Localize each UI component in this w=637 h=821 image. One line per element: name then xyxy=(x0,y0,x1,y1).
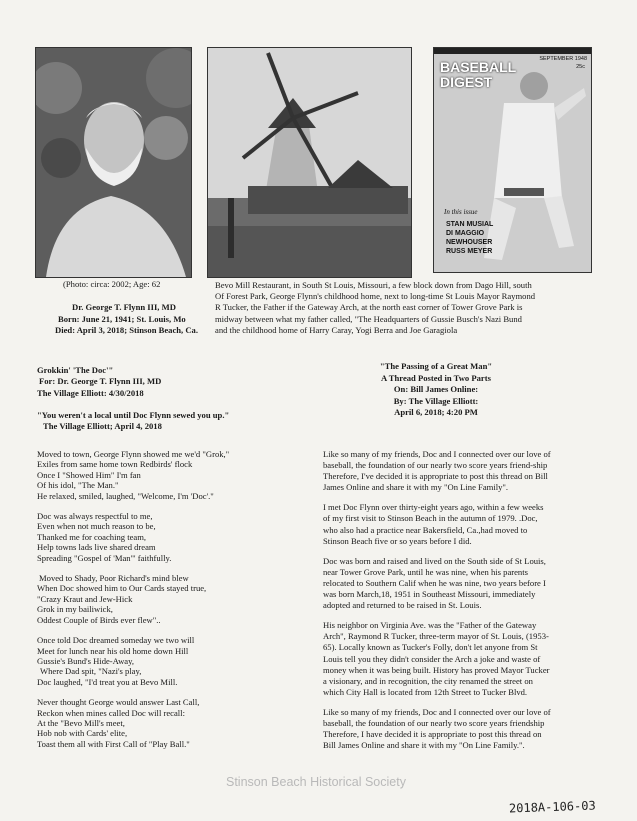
poem-line: Oddest Couple of Birds ever flew".. xyxy=(37,614,161,625)
poem-line: He relaxed, smiled, laughed, "Welcome, I'm 'Doc'." xyxy=(37,490,214,501)
portrait-caption: (Photo: circa: 2002; Age: 62 xyxy=(63,279,161,289)
thread-line: James Online and share it with my "On Line Family". xyxy=(323,482,509,493)
poem-line: Doc laughed, "I'd treat you at Bevo Mill. xyxy=(37,676,178,687)
poem-body xyxy=(37,449,229,759)
thread-paragraph xyxy=(323,707,551,751)
poem-stanza xyxy=(37,449,229,501)
thread-paragraph xyxy=(323,620,551,698)
magazine-price: 25c xyxy=(576,64,585,70)
thread-line: Like so many of my friends, Doc and I connected over our love of xyxy=(323,449,551,459)
mill-caption-line: R Tucker, the Father if the Gateway Arch, at the north east corner of Tower Grove Park is xyxy=(215,302,523,313)
poem-quote xyxy=(37,410,229,433)
poem-line: Grok in my bailiwick, xyxy=(37,604,113,615)
poem-line: Meet for lunch near his old home down Hill xyxy=(37,645,189,656)
thread-line: baseball, the foundation of our nearly two score years friendship xyxy=(323,717,545,728)
poem-line: Reckon when mines called Doc will recall: xyxy=(37,707,185,718)
bio-died: Died: April 3, 2018; Stinson Beach, Ca. xyxy=(55,325,199,335)
mill-caption-line: Bevo Mill Restaurant, in South St Louis, Missouri, a few block down from Dago Hill, south xyxy=(215,280,532,290)
thread-line: who also had a practice near Bakersfield, Ca.,had moved to xyxy=(323,524,528,535)
baseball-digest-cover xyxy=(433,47,592,273)
mill-caption xyxy=(215,280,535,336)
thread-line: Doc was born and raised and lived on the South side of St Louis, xyxy=(323,555,546,566)
poem-line: Even when not much reason to be, xyxy=(37,521,156,532)
poem-line: Moved to Shady, Poor Richard's mind blew xyxy=(39,573,189,584)
mill-caption-line: Of Forest Park, George Flynn's childhood home, next to long-time St Louis Mayor Raymond xyxy=(215,291,536,302)
thread-line: a visionary, and in recognition, the city renamed the street on xyxy=(323,675,533,686)
magazine-name: RUSS MEYER xyxy=(446,248,493,255)
thread-line: Therefore, I've decided it is appropriate to post this thread on Bill xyxy=(323,471,548,482)
poem-line: Exiles from same home town Redbirds' flock xyxy=(37,459,193,470)
thread-line: which City Hall is located from 12th Street to Tucker Blvd. xyxy=(323,686,528,697)
poem-title: Grokkin' 'The Doc'" xyxy=(37,365,114,375)
poem-line: Spreading "Gospel of 'Man'" faithfully. xyxy=(37,552,172,563)
thread-line: relocated to Southern Calif when he was nine, two years before I xyxy=(323,577,546,588)
magazine-title: BASEBALL DIGEST xyxy=(440,59,516,90)
poem-stanza xyxy=(37,697,229,749)
watermark: Stinson Beach Historical Society xyxy=(226,775,406,789)
thread-date: April 6, 2018; 4:20 PM xyxy=(394,407,478,418)
poem-line: When Doc showed him to Our Cards stayed true, xyxy=(37,583,207,594)
poem-stanza xyxy=(37,573,229,625)
thread-line: 65). Locally known as Tucker's Folly, don't let anyone from St xyxy=(323,642,538,653)
poem-line: Help towns lads live shared dream xyxy=(37,542,156,553)
poem-line: Once told Doc dreamed someday we two will xyxy=(37,635,195,646)
thread-title: "The Passing of a Great Man" xyxy=(379,361,493,371)
poem-line: Gussie's Bund's Hide-Away, xyxy=(37,655,134,666)
thread-paragraph xyxy=(323,502,551,546)
thread-line: adopted and returned to be raised in St. Louis. xyxy=(323,600,482,611)
thread-body xyxy=(323,449,551,760)
magazine-in-this-issue: In this issue xyxy=(444,208,478,216)
poem-stanza xyxy=(37,511,229,563)
bio-name: Dr. George T. Flynn III, MD xyxy=(72,302,176,312)
poem-header xyxy=(37,365,161,399)
quote-text: "You weren't a local until Doc Flynn sewed you up." xyxy=(37,410,230,420)
thread-line: I met Doc Flynn over thirty-eight years ago, within a few weeks xyxy=(323,502,544,513)
poem-line: At the "Bevo Mill's meet, xyxy=(37,717,125,728)
magazine-name: NEWHOUSER xyxy=(446,239,493,246)
poem-stanza xyxy=(37,635,229,687)
poem-line: Once I "Showed Him" I'm fan xyxy=(37,469,141,480)
bevo-mill-photo xyxy=(207,47,412,278)
thread-paragraph xyxy=(323,556,551,611)
magazine-names xyxy=(446,220,493,256)
poem-line: Where Dad spit, "Nazi's play, xyxy=(40,666,142,677)
bio-block xyxy=(55,302,198,337)
catalog-number: 2018A-106-03 xyxy=(508,798,596,816)
poem-line: Never thought George would answer Last Call, xyxy=(37,697,200,708)
poem-line: Hob nob with Cards' elite, xyxy=(37,728,128,739)
thread-line: Bill James Online and share it with my "On Line Family.". xyxy=(323,740,525,751)
thread-line: Like so many of my friends, Doc and I connected over our love of xyxy=(323,706,551,717)
thread-line: Louis tell you they didn't consider the Arch a joke and waste of xyxy=(323,653,541,664)
thread-header xyxy=(354,361,518,419)
thread-line: of my first visit to Stinson Beach in the autumn of 1979. .Doc, xyxy=(323,513,538,524)
poem-line: Of his idol, "The Man." xyxy=(37,480,119,491)
thread-line: near Tower Grove Park, until he was nine, when his parents xyxy=(323,566,528,577)
thread-paragraph xyxy=(323,449,551,493)
poem-line: Toast them all with First Call of "Play Ball." xyxy=(37,738,190,749)
magazine-name: STAN MUSIAL xyxy=(446,221,494,228)
magazine-date: SEPTEMBER 1948 xyxy=(539,56,587,62)
portrait-photo xyxy=(35,47,192,278)
thread-line: money when it was being built. History has proved Mayor Tucker xyxy=(323,664,550,675)
thread-line: His neighbor on Virginia Ave. was the "Father of the Gateway xyxy=(323,620,537,631)
bio-born: Born: June 21, 1941; St. Louis, Mo xyxy=(58,313,186,324)
quote-attribution: The Village Elliott; April 4, 2018 xyxy=(43,421,162,432)
thread-subtitle: A Thread Posted in Two Parts xyxy=(381,372,491,383)
magazine-name: DI MAGGIO xyxy=(446,230,485,237)
thread-line: Therefore, I have decided it is appropriate to post this thread on xyxy=(323,729,542,740)
poem-line: Thanked me for coaching team, xyxy=(37,531,147,542)
thread-line: Stinson Beach five or so years before I did. xyxy=(323,535,472,546)
thread-author: By: The Village Elliott: xyxy=(393,395,479,406)
poem-line: Doc was always respectful to me, xyxy=(37,511,153,522)
mill-caption-line: and the childhood home of Harry Caray, Yogi Berra and Joe Garagiola xyxy=(215,324,458,335)
poem-line: "Crazy Kraut and Jew-Hick xyxy=(37,593,133,604)
thread-line: was born March,18, 1951 in Southeast Missouri, immediately xyxy=(323,589,536,600)
poem-dedication: For: Dr. George T. Flynn III, MD xyxy=(39,376,162,387)
mill-caption-line: midway between what my father called, "The Headquarters of Gussie Busch's Nazi Bund xyxy=(215,313,522,324)
thread-venue: On: Bill James Online: xyxy=(393,384,479,395)
poem-line: Moved to town, George Flynn showed me we'd "Grok," xyxy=(37,449,230,459)
thread-line: Arch", Raymond R Tucker, three-term mayor of St. Louis, (1953- xyxy=(323,631,549,642)
poem-author-date: The Village Elliott: 4/30/2018 xyxy=(37,387,144,398)
thread-line: baseball, the foundation of our nearly two score years friend-ship xyxy=(323,460,548,471)
